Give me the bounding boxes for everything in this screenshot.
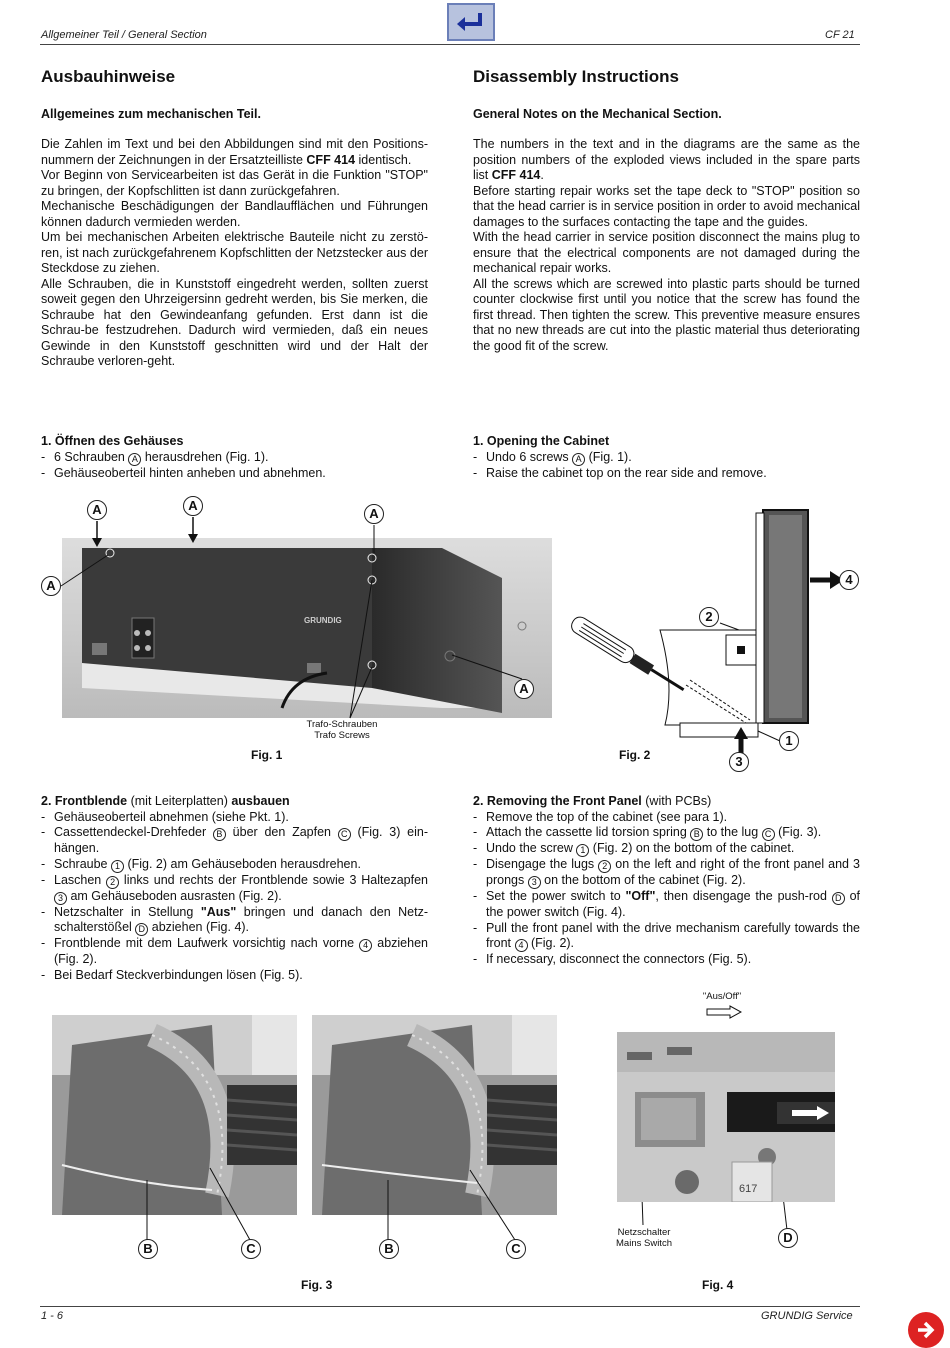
fig1-marker-a: A	[183, 496, 203, 516]
list-item: - Laschen 2 links und rechts der Frontblende sowie 3 Haltezapfen 3 am Gehäuseboden ausrasten (Fig. 2).	[41, 872, 428, 903]
fig2-diagram	[560, 505, 890, 770]
en-p1-text: The numbers in the text and in the diagrams are the same as the position numbers of the exploded views included in the spare parts list	[473, 137, 860, 182]
fig1-caption	[292, 719, 392, 741]
marker-4: 4	[359, 939, 372, 952]
next-page-button[interactable]	[908, 1312, 944, 1348]
list-item: - Raise the cabinet top on the rear side and remove.	[473, 465, 767, 480]
list-item: - Netzschalter in Stellung "Aus" bringen und danach den Netz-schalterstößel D abziehen (Fig. 4).	[41, 904, 428, 934]
marker-2: 2	[106, 876, 119, 889]
marker-c: C	[762, 828, 775, 841]
list-item: - Gehäuseoberteil hinten anheben und abnehmen.	[41, 465, 326, 480]
marker-d: D	[832, 892, 845, 905]
de-subtitle: Allgemeines zum mechanischen Teil.	[41, 107, 261, 121]
list-item: - Set the power switch to "Off", then disengage the push-rod D of the power switch (Fig. 4).	[473, 889, 860, 919]
fig2-marker-4: 4	[839, 570, 859, 590]
fig3-label: Fig. 3	[301, 1278, 333, 1292]
en-p2: Before starting repair works set the tape deck to "STOP" position so that the head carrier is in service position in order to avoid mechanical damages to the surfaces contacting the tape and the guides.	[473, 183, 861, 229]
de-p4: Um bei mechanischen Arbeiten elektrische Bauteile nicht zu zerstö-ren, ist nach zurückgefahrenem Kopfschlitten der Netzstecker aus der Steckdose zu ziehen.	[41, 230, 428, 275]
footer-rule	[40, 1306, 860, 1307]
list-item: - Bei Bedarf Steckverbindungen lösen (Fig. 5).	[41, 967, 303, 982]
de-title: Ausbauhinweise	[41, 67, 176, 86]
en-s1-title: 1. Opening the Cabinet	[473, 434, 610, 448]
en-partslist-ref: CFF 414	[491, 168, 541, 182]
list-item: - Attach the cassette lid torsion spring B to the lug C (Fig. 3).	[473, 825, 822, 839]
en-section-2	[473, 794, 860, 968]
en-p4: All the screws which are screwed into plastic parts should be turned counter clockwise first until you notice that the screw has found the first thread. Then tighten the screw. This preventive measure ensures that no new threads are cut into the plastic material thus deteriorating the good fit of the screw.	[473, 276, 860, 353]
fig1-marker-a: A	[514, 679, 534, 699]
list-item: - Frontblende mit dem Laufwerk vorsichtig nach vorne 4 abziehen (Fig. 2).	[41, 936, 428, 966]
list-item: - Schraube 1 (Fig. 2) am Gehäuseboden herausdrehen.	[41, 856, 361, 871]
marker-d: D	[135, 923, 148, 936]
fig1-marker-a: A	[87, 500, 107, 520]
fig2-label: Fig. 2	[619, 748, 651, 762]
fig4-caption-de: Netzschalter	[617, 1227, 671, 1238]
marker-b: B	[690, 828, 703, 841]
de-p5: Alle Schrauben, die in Kunststoff eingedreht werden, sollten zuerst soweit gegen den Uhrzeigersinn gedreht werden, bis Sie merken, die Schraube hat den Gewindeanfang gefunden. Erst dann ist die Schrau-be festzudrehen. Dadurch wird vermieden, daß ein neues Gewinde in den Kunststoff geschnitten wird und der Halt der Schraube verloren-geht.	[41, 276, 428, 368]
brand-logo: GRUNDIG	[304, 616, 342, 625]
de-section-2	[41, 794, 428, 983]
fig4-pcb-photo	[617, 1032, 835, 1202]
en-p3: With the head carrier in service position disconnect the mains plug to ensure that the electrical components are not damaged during the mechanical repair works.	[473, 230, 860, 275]
en-subtitle: General Notes on the Mechanical Section.	[473, 107, 722, 121]
list-item: - If necessary, disconnect the connectors (Fig. 5).	[473, 952, 752, 966]
marker-a: A	[572, 453, 585, 466]
fig4-label: Fig. 4	[702, 1278, 734, 1292]
fig4-caption	[604, 1227, 684, 1249]
en-title: Disassembly Instructions	[473, 67, 679, 86]
fig1-caption-en: Trafo Screws	[314, 730, 370, 741]
marker-4: 4	[515, 939, 528, 952]
list-item: - Pull the front panel with the drive mechanism carefully towards the front 4 (Fig. 2).	[473, 920, 860, 950]
fig1-marker-a: A	[41, 576, 61, 596]
fig2-marker-2: 2	[699, 607, 719, 627]
fig1-marker-a: A	[364, 504, 384, 524]
list-item: - Undo 6 screws A (Fig. 1).	[473, 449, 632, 464]
switch-direction-arrow-icon	[706, 1005, 742, 1019]
de-p2: Vor Beginn von Servicearbeiten ist das Gerät in die Funktion "STOP" zu bringen, der Kopfschlitten ist dann zurückgefahren.	[41, 168, 428, 198]
list-item: - Cassettendeckel-Drehfeder B über den Zapfen C (Fig. 3) ein-hängen.	[41, 825, 428, 855]
de-s2-title: 2. Frontblende (mit Leiterplatten) ausbauen	[41, 794, 290, 808]
fig3-marker-c: C	[241, 1239, 261, 1259]
list-item: - Undo the screw 1 (Fig. 2) on the bottom of the cabinet.	[473, 841, 795, 855]
marker-3: 3	[54, 892, 67, 905]
list-item: - 6 Schrauben A herausdrehen (Fig. 1).	[41, 449, 269, 464]
de-p1-text: Die Zahlen im Text und bei den Abbildungen sind mit den Positions-nummern der Zeichnungen in der Ersatzteilliste	[41, 137, 428, 167]
marker-a: A	[128, 453, 141, 466]
fig4-switch-state: "Aus/Off"	[702, 991, 742, 1002]
fig1-caption-de: Trafo-Schrauben	[306, 719, 378, 730]
en-s2-title: 2. Removing the Front Panel (with PCBs)	[473, 794, 712, 808]
fig2-marker-3: 3	[729, 752, 749, 772]
fig3-marker-b: B	[379, 1239, 399, 1259]
fig4-marker-d: D	[778, 1228, 798, 1248]
de-p3: Mechanische Beschädigungen der Bandlaufflächen und Führungen können dadurch vermieden werden.	[41, 199, 428, 229]
marker-c: C	[338, 828, 351, 841]
list-item: - Remove the top of the cabinet (see para 1).	[473, 809, 728, 824]
pcb-label: 617	[739, 1183, 758, 1195]
marker-1: 1	[111, 860, 124, 873]
de-p1-end: identisch.	[355, 152, 412, 167]
next-page-arrow-icon	[914, 1318, 938, 1342]
marker-3: 3	[528, 876, 541, 889]
header-model: CF 21	[825, 29, 855, 41]
fig4-caption-en: Mains Switch	[616, 1238, 672, 1249]
fig1-label: Fig. 1	[251, 748, 283, 762]
fig3-marker-b: B	[138, 1239, 158, 1259]
header-section-title: Allgemeiner Teil / General Section	[41, 29, 207, 41]
fig3-marker-c: C	[506, 1239, 526, 1259]
page-number: 1 - 6	[41, 1310, 64, 1322]
de-partslist-ref: CFF 414	[306, 152, 356, 167]
marker-1: 1	[576, 844, 589, 857]
de-s1-title: 1. Öffnen des Gehäuses	[41, 434, 184, 448]
fig2-marker-1: 1	[779, 731, 799, 751]
marker-2: 2	[598, 860, 611, 873]
en-p1-end: .	[540, 168, 544, 182]
list-item: - Disengage the lugs 2 on the left and right of the front panel and 3 prongs 3 on the bottom of the cabinet (Fig. 2).	[473, 857, 860, 887]
footer-brand: GRUNDIG Service	[761, 1310, 853, 1322]
marker-b: B	[213, 828, 226, 841]
list-item: - Gehäuseoberteil abnehmen (siehe Pkt. 1).	[41, 809, 289, 824]
